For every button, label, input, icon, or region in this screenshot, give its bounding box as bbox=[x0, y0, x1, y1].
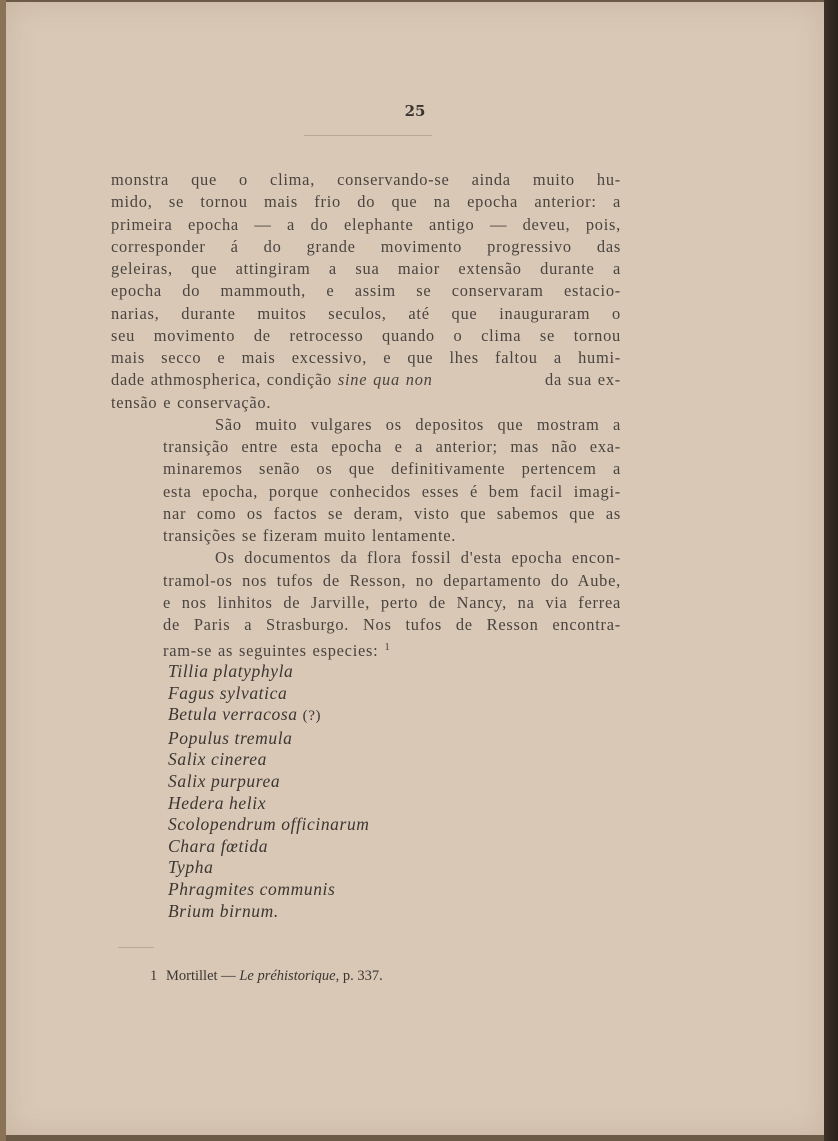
paragraph-2 bbox=[111, 414, 621, 548]
species-item: Hedera helix bbox=[168, 792, 267, 813]
species-item: Brium birnum. bbox=[168, 900, 279, 921]
footnote-author: Mortillet — bbox=[166, 968, 240, 984]
text-line: de Paris a Strasburgo. Nos tufos de Resson encontra- bbox=[163, 615, 621, 634]
text-line: nar como os factos se deram, visto que sabemos que as bbox=[163, 503, 621, 523]
species-item: Salix cinerea bbox=[168, 749, 267, 770]
footnote bbox=[150, 968, 383, 985]
species-item: Scolopendrum officinarum bbox=[168, 814, 370, 835]
text-line: monstra que o clima, conservando-se ainda muito hu- bbox=[111, 170, 621, 189]
header-rule bbox=[304, 135, 432, 136]
text-line: e nos linhitos de Jarville, perto de Nancy, na via ferrea bbox=[163, 592, 621, 612]
latin-phrase: sine qua non bbox=[337, 370, 433, 390]
species-item: Tillia platyphyla bbox=[168, 661, 294, 681]
text-line: transição entre esta epocha e a anterior; mas não exa- bbox=[163, 437, 621, 456]
text-line: transições se fizeram muito lentamente. bbox=[163, 526, 457, 545]
book-page bbox=[6, 2, 824, 1135]
paragraph-1 bbox=[111, 169, 621, 414]
species-item: Populus tremula bbox=[168, 727, 293, 748]
text-line: corresponder á do grande movimento progressivo das bbox=[111, 236, 621, 256]
footnote-page: , p. 337. bbox=[335, 968, 383, 984]
text-fragment: ram-se as seguintes especies: bbox=[163, 641, 385, 661]
species-item: Salix purpurea bbox=[168, 770, 281, 791]
query-mark: (?) bbox=[302, 708, 322, 725]
text-line: Os documentos da flora fossil d'esta epocha encon- bbox=[215, 548, 621, 568]
footnote-mark: 1 bbox=[150, 968, 158, 984]
footnote-rule bbox=[118, 947, 154, 948]
text-line bbox=[111, 636, 621, 662]
text-line: tramol-os nos tufos de Resson, no departamento do Aube, bbox=[163, 570, 621, 590]
footnote-reference: 1 bbox=[384, 641, 391, 654]
species-item: Chara fœtida bbox=[168, 835, 269, 856]
text-line: geleiras, que attingiram a sua maior extensão durante a bbox=[111, 259, 621, 278]
text-line: epocha do mammouth, e assim se conservaram estacio- bbox=[111, 281, 621, 301]
text-line: esta epocha, porque conhecidos esses é bem facil imagi- bbox=[163, 481, 621, 501]
page-number: 25 bbox=[404, 102, 426, 120]
text-line: tensão e conservação. bbox=[111, 392, 272, 412]
text-fragment: da sua ex- bbox=[545, 370, 621, 390]
text-line: primeira epocha — a do elephante antigo — deveu, pois, bbox=[111, 214, 621, 234]
text-line: mais secco e mais excessivo, e que lhes faltou a humi- bbox=[111, 348, 621, 367]
species-name: Betula verracosa bbox=[168, 704, 298, 725]
text-fragment: dade athmospherica, condição bbox=[111, 370, 338, 390]
body-text bbox=[111, 169, 621, 663]
page-edge-right bbox=[824, 0, 838, 1141]
species-item bbox=[168, 704, 370, 728]
species-item: Fagus sylvatica bbox=[168, 682, 288, 703]
species-list bbox=[168, 661, 370, 922]
text-line: seu movimento de retrocesso quando o clima se tornou bbox=[111, 325, 621, 345]
text-line: mido, se tornou mais frio do que na epocha anterior: a bbox=[111, 192, 621, 212]
species-item: Phragmites communis bbox=[168, 878, 336, 899]
footnote-title: Le préhistorique bbox=[239, 968, 336, 984]
text-line bbox=[111, 369, 621, 391]
text-line: São muito vulgares os depositos que mostram a bbox=[215, 414, 621, 434]
text-line: minaremos senão os que definitivamente pertencem a bbox=[163, 459, 621, 479]
paragraph-3 bbox=[111, 547, 621, 662]
text-line: narias, durante muitos seculos, até que inauguraram o bbox=[111, 303, 621, 323]
species-item: Typha bbox=[168, 857, 214, 878]
